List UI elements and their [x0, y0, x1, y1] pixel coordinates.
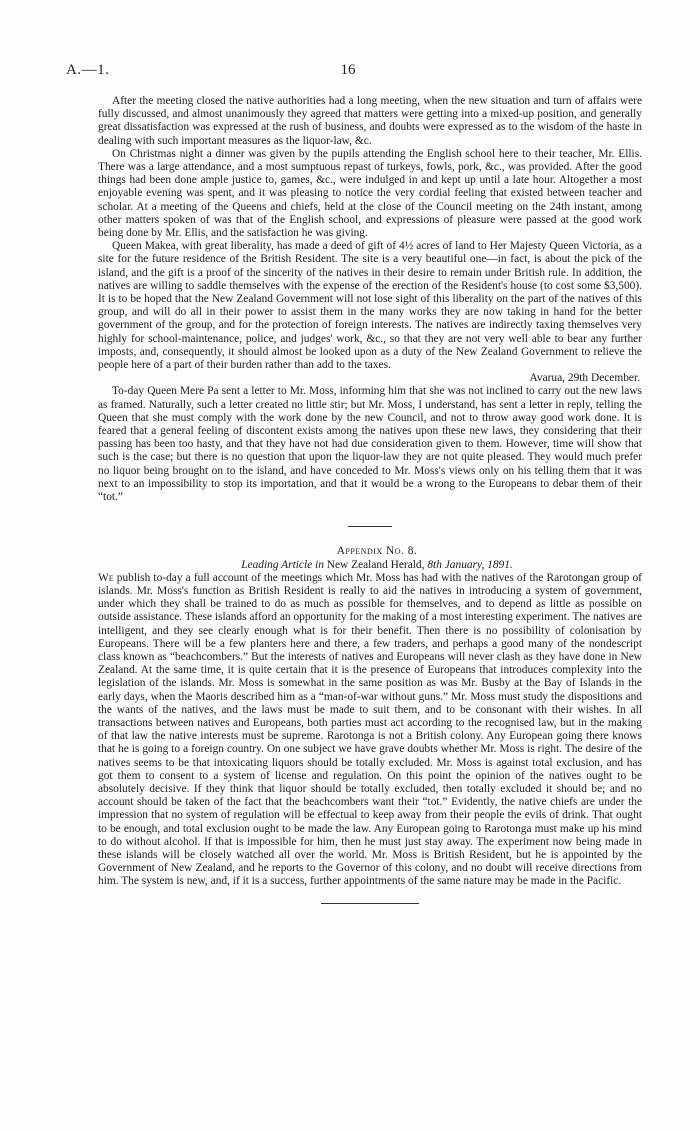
article-first-word: We [98, 571, 114, 584]
section-divider [348, 526, 392, 527]
page-body [98, 95, 642, 904]
leading-date: 8th January, 1891. [427, 558, 513, 571]
paragraph-queen-makea: Queen Makea, with great liberality, has made a deed of gift of 4½ acres of land to Her Majesty Queen Victoria, as a site for the future residence of the British Resident. The site is a very beautiful one—in fact, is about the pick of the island, and the gift is a proof of the sincerity of the natives in their desire to remain under British rule. In addition, the natives are willing to saddle themselves with the expense of the erection of the Resident's house (to cost some $3,500). It is to be hoped that the New Zealand Government will not lose sight of this liberality on the part of the natives of this group, and will do all in their power to assist them in the many works they are now taking in hand for the better government of the group, and for the protection of foreign interests. The natives are indirectly taxing themselves very highly for school-maintenance, police, and judges' work, &c., so that they are not very well able to bear any further imposts, and, consequently, it should almost be looked upon as a duty of the New Zealand Government to relieve the people here of a part of their burden rather than add to the taxes. [98, 240, 642, 372]
appendix-title: Appendix No. 8. [336, 545, 418, 558]
page-header [56, 62, 640, 82]
page-number: 16 [340, 62, 356, 78]
paragraph-after-meeting: After the meeting closed the native authorities had a long meeting, when the new situation and turn of affairs were fully discussed, and almost unanimously they agreed that matters were getting into a mixed-up position, and generally great dissatisfaction was expressed at the rush of business, and doubts were expressed as to the wisdom of the haste in dealing with such important measures as the liquor-law, &c. [98, 95, 642, 147]
paragraph-queen-mere-pa: To-day Queen Mere Pa sent a letter to Mr. Moss, informing him that she was not inclined to carry out the new laws as framed. Naturally, such a letter created no little stir; but Mr. Moss, I understand, has sent a letter in reply, telling the Queen that she must comply with the work done by the new Council, and not to throw away good work done. It is feared that a general feeling of discontent exists among the natives upon these new laws, they considering that their passing has been too hasty, and that they have not had due consideration given to them. However, time will show that such is the case; but there is no question that upon the liquor-law they are not quite pleased. They would much prefer no liquor being brought on to the island, and have conceded to Mr. Moss's views only on his telling them that it was next to an impossibility to stop its importation, and that it would be a wrong to the Europeans to debar them of their “tot.” [98, 385, 642, 504]
paragraph-christmas-dinner: On Christmas night a dinner was given by the pupils attending the English school here to their teacher, Mr. Ellis. There was a large attendance, and a most sumptuous repast of turkeys, fowls, pork, &c., was provided. After the good things had been done ample justice to, games, &c., were indulged in and kept up until a late hour. Altogether a most enjoyable evening was spent, and it was pleasing to notice the very cordial feeling that existed between teacher and scholar. At a meeting of the Queens and chiefs, held at the close of the Council meeting on the 24th instant, among other matters spoken of was that of the English school, and expressions of pleasure were passed at the good work being done by Mr. Ellis, and the satisfaction he was giving. [98, 147, 642, 240]
leading-article-heading [98, 559, 642, 572]
end-divider [321, 903, 419, 904]
article-text: publish to-day a full account of the meetings which Mr. Moss has had with the natives of the Rarotongan group of islands. Mr. Moss's function as British Resident is really to aid the natives in introducing a system of government, under which they shall be trained to do as much as possible for themselves, and to depend as little as possible on outside assistance. These islands afford an opportunity for the making of a most interesting experiment. The natives are intelligent, and they see clearly enough what is for their benefit. Then there is no possibility of colonisation by Europeans. There will be a few planters here and there, a few traders, and perhaps a good many of the nondescript class known as “beachcombers.” But the interests of natives and Europeans will never clash as they have done in New Zealand. At the same time, it is quite certain that it is the presence of Europeans that introduces complexity into the legislation of the islands. Mr. Moss is somewhat in the same position as was Mr. Busby at the Bay of Islands in the early days, when the Maoris described him as a “man-of-war without guns.” Mr. Moss must study the dispositions and the wants of the natives, and the laws must be made to suit them, and to be consonant with their wishes. In all transactions between natives and Europeans, both parties must act according to the recognised law, but in the making of that law the native interests must be supreme. Rarotonga is not a British colony. Any European going there knows that he is going to a foreign country. On one subject we have grave doubts whether Mr. Moss is right. The desire of the natives seems to be that intoxicating liquors should be totally excluded. Mr. Moss is against total exclusion, and has got them to consent to a system of license and regulation. On this point the opinion of the natives ought to be absolutely decisive. If they think that liquor should be totally excluded, then totally excluded it should be; and no account should be taken of the fact that the beachcombers want their “tot.” Evidently, the native chiefs are under the impression that no system of regulation will be effectual to keep away from their people the evils of drink. That ought to be enough, and total exclusion ought to be made the law. Any European going to Rarotonga must make up his mind to do without alcohol. If that is impossible for him, then he must just stay away. The experiment now being made in these islands will be closely watched all over the world. Mr. Moss is British Resident, but he is appointed by the Government of New Zealand, and he reports to the Governor of this colony, and no doubt will receive directions from him. The system is new, and, if it is a success, further appointments of the same nature may be made in the Pacific. [98, 571, 642, 888]
leading-paper: New Zealand Herald, [326, 558, 425, 571]
document-id: A.—1. [66, 62, 110, 78]
appendix-article-body [98, 572, 642, 889]
dateline: Avarua, 29th December. [529, 372, 640, 385]
leading-prefix: Leading Article in [241, 558, 324, 571]
